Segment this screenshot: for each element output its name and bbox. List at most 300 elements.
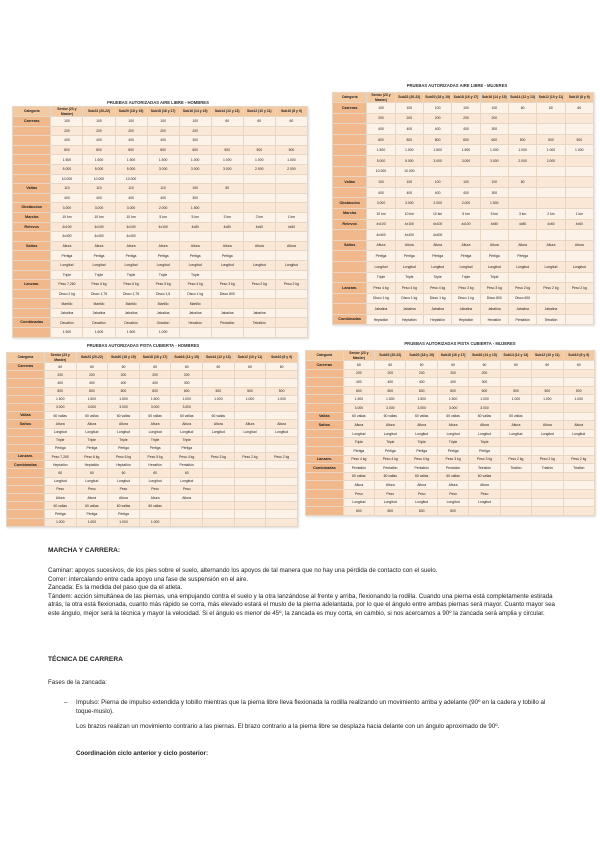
table-cell: Altura — [452, 240, 480, 251]
table-cell — [532, 489, 563, 498]
table-cell: Altura — [234, 420, 266, 428]
table-cell — [452, 230, 480, 241]
table-cell: 2 km — [537, 208, 565, 219]
table-cell: 400 — [83, 136, 115, 146]
table-cell: 1.000 — [44, 518, 76, 526]
table-cell: Tetratlón — [243, 318, 275, 328]
table-cell: 400 — [147, 136, 179, 146]
table-cell — [500, 369, 531, 378]
table-row — [13, 222, 308, 232]
table-cell: 1.000 — [275, 155, 307, 165]
table-cell: 400 — [452, 187, 480, 198]
table-cell: 110 — [83, 184, 115, 194]
table-outdoor-men — [12, 106, 308, 338]
row-category: Vallas — [333, 177, 367, 188]
row-category — [333, 230, 367, 241]
table-cell: 800 — [76, 387, 108, 395]
table-cell: Jabalina — [147, 308, 179, 318]
table-cell: Altura — [44, 420, 76, 428]
table-cell: 600 — [179, 145, 211, 155]
table-cell: Longitud — [76, 477, 108, 485]
table-cell: 800 — [83, 145, 115, 155]
table-row — [13, 155, 308, 165]
row-category — [333, 145, 367, 156]
table-cell: 60 vallas — [171, 412, 203, 420]
table-cell: Peso 4 kg — [171, 453, 203, 461]
table-cell: 400 — [395, 124, 423, 135]
table-cell — [563, 481, 594, 490]
row-category: Saltos — [13, 241, 51, 251]
table-cell: Decatlón — [83, 318, 115, 328]
table-cell — [171, 502, 203, 510]
table-cell: 1.000 — [76, 518, 108, 526]
table-cell — [179, 328, 211, 338]
table-cell: 4x400 — [115, 232, 147, 242]
table-cell: Altura — [343, 421, 374, 430]
table-cell: 60 vallas — [139, 502, 171, 510]
row-category: Relevos — [333, 219, 367, 230]
table-cell: 4x100 — [452, 219, 480, 230]
table-cell — [508, 198, 536, 209]
row-category — [306, 446, 344, 455]
table-row — [333, 240, 594, 251]
table-cell: Longitud — [469, 498, 500, 507]
row-category: Carreras — [333, 103, 367, 114]
row-category — [13, 174, 51, 184]
table-row — [306, 361, 595, 370]
table-cell: Hexatlón — [139, 461, 171, 469]
table-cell: 1.000 — [171, 395, 203, 403]
table-cell: Longitud — [203, 428, 235, 436]
table-cell: 1.500 — [115, 328, 147, 338]
table-cell — [234, 502, 266, 510]
table-cell: 400 — [115, 136, 147, 146]
table-row — [333, 251, 594, 262]
table-cell — [266, 371, 298, 379]
table-row — [7, 469, 298, 477]
table-cell: 3 km — [211, 212, 243, 222]
table-cell: 80 — [211, 184, 243, 194]
table-cell: Longitud — [565, 261, 593, 272]
table-cell: Pértiga — [139, 444, 171, 452]
column-header: Sub14 (12 y 13) — [203, 353, 235, 363]
table-cell: Altura — [500, 421, 531, 430]
table-row — [306, 429, 595, 438]
table-row — [306, 507, 595, 516]
table-cell: Pértiga — [171, 444, 203, 452]
table-cell — [532, 403, 563, 412]
table-cell: 500 — [508, 134, 536, 145]
row-category: Relevos — [13, 222, 51, 232]
column-header: Sub18 (16 y 17) — [452, 93, 480, 103]
tecnica-title: TÉCNICA DE CARRERA — [48, 656, 123, 663]
column-header: Sub20 (18 y 19) — [115, 107, 147, 117]
table-cell: 3.000 — [115, 203, 147, 213]
table-cell: 3.000 — [139, 403, 171, 411]
table-cell — [508, 272, 536, 283]
table-cell: Peso 4 kg — [343, 455, 374, 464]
table-cell: Longitud — [51, 260, 83, 270]
table-cell: Peso — [108, 485, 140, 493]
table-row — [13, 241, 308, 251]
table-cell: Peso 4 kg — [179, 280, 211, 290]
table-cell: 4x60 — [243, 222, 275, 232]
table-cell: Altura — [76, 420, 108, 428]
table-cell — [266, 502, 298, 510]
table-cell — [275, 203, 307, 213]
table-cell: 1.500 — [343, 395, 374, 404]
table-cell: Longitud — [234, 428, 266, 436]
table-cell: 1.000 — [179, 155, 211, 165]
column-header: Sub16 (14 y 15) — [480, 93, 508, 103]
table-cell — [565, 272, 593, 283]
table-cell — [500, 403, 531, 412]
table-cell: Longitud — [375, 498, 406, 507]
table-cell: 10 km — [367, 208, 395, 219]
table-row — [333, 124, 594, 135]
column-header: Sub23 (20-22) — [395, 93, 423, 103]
table-cell: Peso 6 kg — [83, 280, 115, 290]
table-cell: Triple — [469, 438, 500, 447]
table-cell — [565, 113, 593, 124]
table-cell: 500 — [537, 134, 565, 145]
column-header: Sub23 (20-22) — [76, 353, 108, 363]
table-cell: 3.000 — [423, 155, 451, 166]
table-cell: Longitud — [171, 477, 203, 485]
table-cell: 800 — [343, 507, 374, 516]
table-cell — [266, 379, 298, 387]
column-header: Categoría — [7, 353, 45, 363]
table-cell: Pértiga — [423, 251, 451, 262]
table-cell: Peso — [171, 485, 203, 493]
table-cell: Jabalina — [211, 308, 243, 318]
table-cell: 400 — [423, 124, 451, 135]
table-cell — [532, 369, 563, 378]
table-cell: Triple — [395, 272, 423, 283]
table-cell: Disco 1,75 — [83, 289, 115, 299]
row-category — [333, 166, 367, 177]
table-cell: Longitud — [76, 428, 108, 436]
table-cell: Jabalina — [367, 304, 395, 315]
table-cell — [266, 477, 298, 485]
table-row — [306, 455, 595, 464]
row-category — [333, 124, 367, 135]
table-cell: 5.000 — [83, 164, 115, 174]
table-cell: Altura — [179, 241, 211, 251]
table-cell: Heptatlón — [423, 314, 451, 325]
table-row — [306, 498, 595, 507]
table-cell: 60 — [76, 363, 108, 371]
table-cell: Peso 6 kg — [108, 453, 140, 461]
table-cell — [179, 232, 211, 242]
table-cell: Longitud — [423, 261, 451, 272]
table-title-outdoor-men: PRUEBAS AUTORIZADAS AIRE LIBRE - HOMBRES — [107, 100, 209, 105]
table-cell: 300 — [480, 124, 508, 135]
row-category: Combinadas — [306, 464, 344, 473]
table-cell: Peso — [76, 485, 108, 493]
table-cell: 60 — [508, 103, 536, 114]
table-cell — [563, 507, 594, 516]
table-row — [13, 232, 308, 242]
table-cell — [171, 510, 203, 518]
table-cell: 400 — [51, 193, 83, 203]
table-cell: Altura — [537, 240, 565, 251]
table-cell — [203, 379, 235, 387]
table-cell: Jabalina — [179, 308, 211, 318]
table-cell: 3.000 — [367, 198, 395, 209]
table-cell — [266, 436, 298, 444]
table-cell: Triple — [83, 270, 115, 280]
table-cell: Longitud — [243, 260, 275, 270]
table-cell: 4x100 — [147, 222, 179, 232]
table-cell — [243, 193, 275, 203]
table-cell: 60 vallas — [76, 502, 108, 510]
table-cell — [243, 126, 275, 136]
table-row — [13, 299, 308, 309]
table-cell — [537, 198, 565, 209]
table-cell: 300 — [179, 136, 211, 146]
table-cell: 3.000 — [375, 403, 406, 412]
table-row — [306, 438, 595, 447]
table-cell — [203, 371, 235, 379]
table-cell — [565, 230, 593, 241]
table-cell — [147, 232, 179, 242]
table-cell: Longitud — [139, 477, 171, 485]
table-cell: Disco 2 kg — [51, 289, 83, 299]
table-cell — [275, 136, 307, 146]
row-category — [7, 387, 45, 395]
table-cell: Altura — [266, 420, 298, 428]
table-row — [333, 314, 594, 325]
impulso-text: Impulso: Pierna de impulso extendida y tobillo mientras que la pierna libre lleva flexionada la rodilla realizando un movimiento arriba y adelante (90º en la cadera y tobillo al toque-muslo). — [76, 699, 546, 715]
table-cell — [500, 446, 531, 455]
column-header: Sub14 (12 y 13) — [211, 107, 243, 117]
table-cell: 5.000 — [51, 164, 83, 174]
table-cell: Pértiga — [480, 251, 508, 262]
table-cell — [266, 403, 298, 411]
table-cell — [234, 469, 266, 477]
table-cell: 1.500 — [179, 203, 211, 213]
table-cell: 100 — [423, 103, 451, 114]
row-category — [306, 403, 344, 412]
table-cell: 60 vallas — [108, 502, 140, 510]
table-cell: 1.500 — [108, 395, 140, 403]
table-cell — [234, 518, 266, 526]
table-cell: 100 — [423, 177, 451, 188]
table-cell — [211, 136, 243, 146]
row-category — [13, 164, 51, 174]
table-cell: 400 — [115, 193, 147, 203]
column-header: Sub12 (10 y 11) — [537, 93, 565, 103]
table-cell: 200 — [375, 369, 406, 378]
table-row — [13, 280, 308, 290]
column-header: Sub18 (16 y 17) — [147, 107, 179, 117]
table-row — [333, 145, 594, 156]
marcha-title: MARCHA Y CARRERA: — [48, 547, 121, 554]
table-cell: 400 — [147, 193, 179, 203]
table-cell: Disco 800 — [480, 293, 508, 304]
table-indoor-women — [305, 350, 595, 516]
column-header: Senior (23 y Master) — [44, 353, 76, 363]
table-row — [7, 363, 298, 371]
table-cell — [500, 472, 531, 481]
table-cell: Disco 1 kg — [423, 293, 451, 304]
table-cell: Triple — [147, 270, 179, 280]
table-cell: Disco 1,75 — [115, 289, 147, 299]
table-cell: Pértiga — [367, 251, 395, 262]
table-cell: 1.500 — [367, 145, 395, 156]
table-cell: 1.500 — [51, 328, 83, 338]
table-cell — [234, 485, 266, 493]
table-cell: Disco 1,5 — [147, 289, 179, 299]
table-row — [333, 113, 594, 124]
table-cell: 400 — [395, 187, 423, 198]
table-cell: 60 — [44, 363, 76, 371]
table-cell: 1 km — [565, 208, 593, 219]
table-row — [306, 369, 595, 378]
row-category — [7, 428, 45, 436]
table-cell: Triple — [375, 438, 406, 447]
row-category — [7, 395, 45, 403]
table-cell — [275, 299, 307, 309]
table-row — [306, 386, 595, 395]
table-cell — [563, 378, 594, 387]
table-cell — [537, 177, 565, 188]
table-row — [7, 395, 298, 403]
table-cell: 200 — [395, 113, 423, 124]
table-cell: 60 — [203, 363, 235, 371]
table-cell: Peso 3 kg — [211, 280, 243, 290]
table-cell: 3.000 — [395, 198, 423, 209]
table-row — [333, 198, 594, 209]
table-cell: 3 km — [508, 208, 536, 219]
table-cell: 1.000 — [480, 145, 508, 156]
table-cell: Peso 2 kg — [243, 280, 275, 290]
table-row — [333, 261, 594, 272]
table-cell: 200 — [480, 113, 508, 124]
table-cell: 4x100 — [423, 219, 451, 230]
table-cell: 2 km — [243, 212, 275, 222]
table-cell: Longitud — [367, 261, 395, 272]
table-cell: 1.500 — [395, 145, 423, 156]
table-cell — [565, 304, 593, 315]
table-row — [7, 379, 298, 387]
table-cell — [275, 193, 307, 203]
table-cell: 400 — [76, 379, 108, 387]
table-cell: Triple — [367, 272, 395, 283]
table-cell: 60 vallas — [469, 412, 500, 421]
table-cell: 800 — [423, 134, 451, 145]
table-cell — [203, 444, 235, 452]
table-cell: Altura — [367, 240, 395, 251]
table-cell: 200 — [179, 126, 211, 136]
table-cell: 200 — [437, 369, 468, 378]
row-category — [13, 328, 51, 338]
table-cell: 800 — [51, 145, 83, 155]
table-cell: 5.000 — [395, 155, 423, 166]
table-cell: Peso 3 kg — [469, 455, 500, 464]
table-cell: Pértiga — [437, 446, 468, 455]
table-cell: Jabalina — [480, 304, 508, 315]
table-row — [7, 420, 298, 428]
row-category — [7, 379, 45, 387]
table-cell — [275, 126, 307, 136]
table-row — [13, 145, 308, 155]
table-row — [7, 387, 298, 395]
table-cell: 3.000 — [44, 403, 76, 411]
table-cell: 200 — [51, 126, 83, 136]
table-cell — [508, 166, 536, 177]
table-cell: 3.000 — [147, 164, 179, 174]
table-cell — [500, 489, 531, 498]
table-cell: 60 vallas — [203, 412, 235, 420]
table-cell: 3.000 — [469, 403, 500, 412]
table-cell — [243, 232, 275, 242]
column-header: Sub20 (18 y 19) — [108, 353, 140, 363]
row-category: Carreras — [306, 361, 344, 370]
table-cell: 100 — [147, 117, 179, 127]
row-category — [7, 502, 45, 510]
row-category — [306, 472, 344, 481]
table-cell — [532, 412, 563, 421]
row-category: Vallas — [7, 412, 45, 420]
table-row — [306, 378, 595, 387]
table-cell: Peso 6 kg — [115, 280, 147, 290]
table-cell: Triple — [437, 438, 468, 447]
table-cell — [211, 193, 243, 203]
row-category — [7, 469, 45, 477]
table-cell: Peso — [343, 489, 374, 498]
row-category — [333, 113, 367, 124]
table-row — [7, 485, 298, 493]
table-cell: Peso — [139, 485, 171, 493]
table-row — [13, 136, 308, 146]
column-header: Sub12 (10 y 11) — [243, 107, 275, 117]
table-cell — [266, 469, 298, 477]
table-cell: 3.000 — [211, 164, 243, 174]
table-cell: 60 vallas — [469, 472, 500, 481]
table-cell: Altura — [423, 240, 451, 251]
def-caminar: Caminar: apoyos sucesivos, de los pies sobre el suelo, alternando los apoyos de tal manera que no hay una pérdida de contacto con el suelo. — [48, 567, 438, 574]
table-cell: Altura — [395, 240, 423, 251]
table-cell — [480, 230, 508, 241]
table-cell: Disco 800 — [211, 289, 243, 299]
table-cell: Peso — [44, 485, 76, 493]
table-cell: 1.500 — [423, 145, 451, 156]
table-row — [7, 461, 298, 469]
table-cell: 100 — [51, 117, 83, 127]
table-row — [13, 212, 308, 222]
table-cell: Altura — [51, 241, 83, 251]
table-cell: 300 — [171, 379, 203, 387]
table-cell: Altura — [375, 481, 406, 490]
table-cell: 800 — [375, 507, 406, 516]
table-cell: Triple — [44, 436, 76, 444]
table-cell: 5 km — [179, 212, 211, 222]
table-cell: 100 — [367, 177, 395, 188]
table-row — [7, 510, 298, 518]
column-header: Sub16 (14 y 15) — [469, 351, 500, 361]
table-cell: Disco 1 kg — [179, 289, 211, 299]
row-category: Lanzam. — [306, 455, 344, 464]
table-cell: Altura — [171, 494, 203, 502]
table-row — [13, 117, 308, 127]
table-row — [7, 403, 298, 411]
table-cell: 800 — [437, 507, 468, 516]
row-category — [333, 293, 367, 304]
table-cell: 4x60 — [565, 219, 593, 230]
table-cell — [537, 272, 565, 283]
